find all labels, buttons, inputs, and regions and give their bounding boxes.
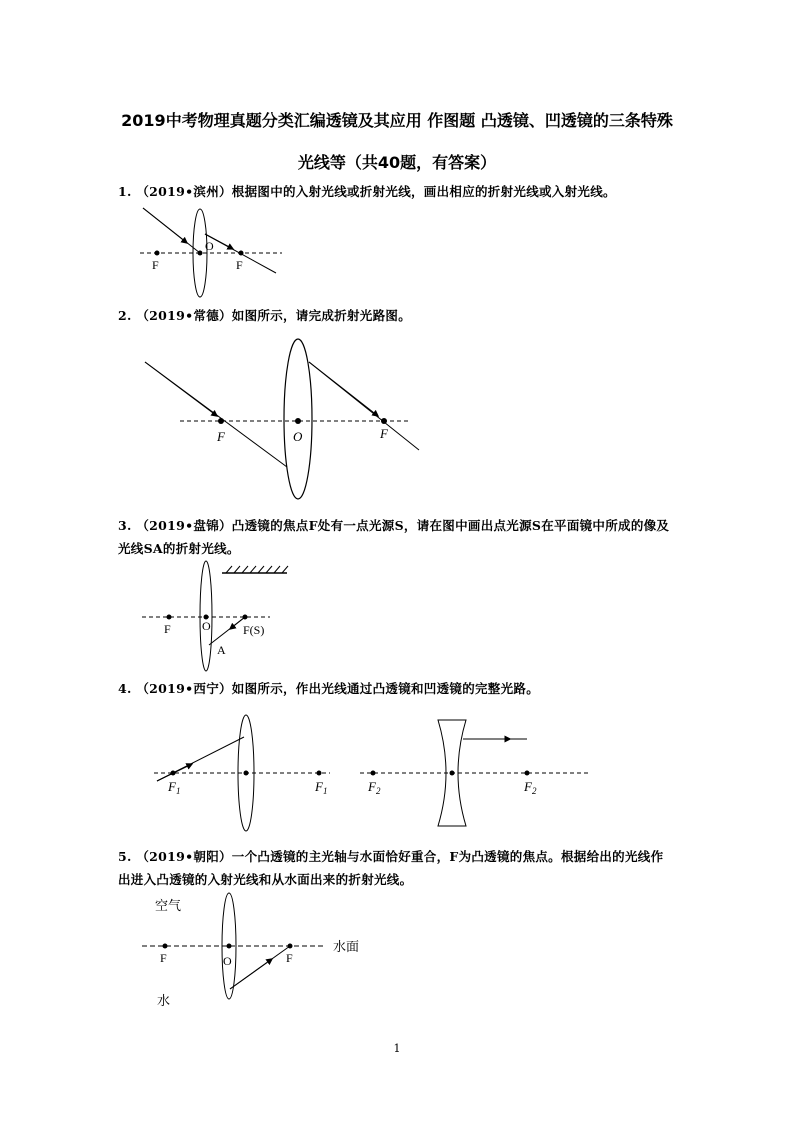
page-title-line-1: 2019中考物理真题分类汇编透镜及其应用 作图题 凸透镜、凹透镜的三条特殊 xyxy=(121,111,673,130)
focus-point xyxy=(371,771,376,776)
diagram-4-convex xyxy=(154,715,330,831)
focus-point xyxy=(167,615,172,620)
label-f-left: F xyxy=(152,258,159,272)
question-1-text: 1. （2019•滨州）根据图中的入射光线或折射光线，画出相应的折射光线或入射光线。 xyxy=(118,184,616,199)
ray-arrow xyxy=(143,208,187,243)
label-f1-right: $F_1$ xyxy=(315,779,328,796)
label-fs: F(S) xyxy=(243,623,265,637)
ray-arrow xyxy=(309,362,378,416)
question-5-text: 5. （2019•朝阳）一个凸透镜的主光轴与水面恰好重合，F为凸透镜的焦点。根据给出的光线作出进入凸透镜的入射光线和从水面出来的折射光线。 xyxy=(118,849,664,887)
label-water-surface: 水面 xyxy=(333,940,360,955)
focus-point xyxy=(155,251,160,256)
label-water: 水 xyxy=(157,994,171,1009)
label-f-right: F xyxy=(286,951,293,965)
question-3-text: 3. （2019•盘锦）凸透镜的焦点F处有一点光源S，请在图中画出点光源S在平面镜中所成的像及光线SA的折射光线。 xyxy=(118,518,670,556)
focus-point xyxy=(525,771,530,776)
optical-center xyxy=(227,944,232,949)
label-f-right: F xyxy=(236,258,243,272)
ray-arrow xyxy=(145,362,217,416)
label-o: O xyxy=(202,619,211,633)
optical-center xyxy=(244,771,249,776)
diagram-3 xyxy=(142,561,288,671)
page-number: 1 xyxy=(393,1042,401,1055)
diagram-1 xyxy=(140,208,282,297)
label-o: O xyxy=(293,429,303,444)
label-air: 空气 xyxy=(155,899,182,914)
diagram-5 xyxy=(142,893,359,1009)
question-2-text: 2. （2019•常德）如图所示，请完成折射光路图。 xyxy=(118,308,411,323)
question-4-text: 4. （2019•西宁）如图所示，作出光线通过凸透镜和凹透镜的完整光路。 xyxy=(118,681,539,696)
label-f-left: F xyxy=(164,622,171,636)
label-o: O xyxy=(205,239,214,253)
label-f2-left: $F_2$ xyxy=(368,779,381,796)
label-f1-left: $F_1$ xyxy=(168,779,181,796)
ray-arrow xyxy=(230,959,272,989)
label-f2-right: $F_2$ xyxy=(524,779,537,796)
label-f-left: F xyxy=(217,429,225,444)
label-f-right: F xyxy=(380,426,388,441)
label-a: A xyxy=(217,643,226,657)
focus-point xyxy=(218,418,224,424)
label-f-left: F xyxy=(160,951,167,965)
diagram-2 xyxy=(145,339,419,499)
label-o: O xyxy=(223,954,232,968)
page-title-line-2: 光线等（共40题，有答案） xyxy=(297,153,497,172)
mirror-hatching xyxy=(226,566,288,573)
focus-point xyxy=(317,771,322,776)
optical-center xyxy=(295,418,301,424)
diagram-4-concave xyxy=(360,720,588,826)
optical-center xyxy=(450,771,455,776)
focus-point xyxy=(163,944,168,949)
